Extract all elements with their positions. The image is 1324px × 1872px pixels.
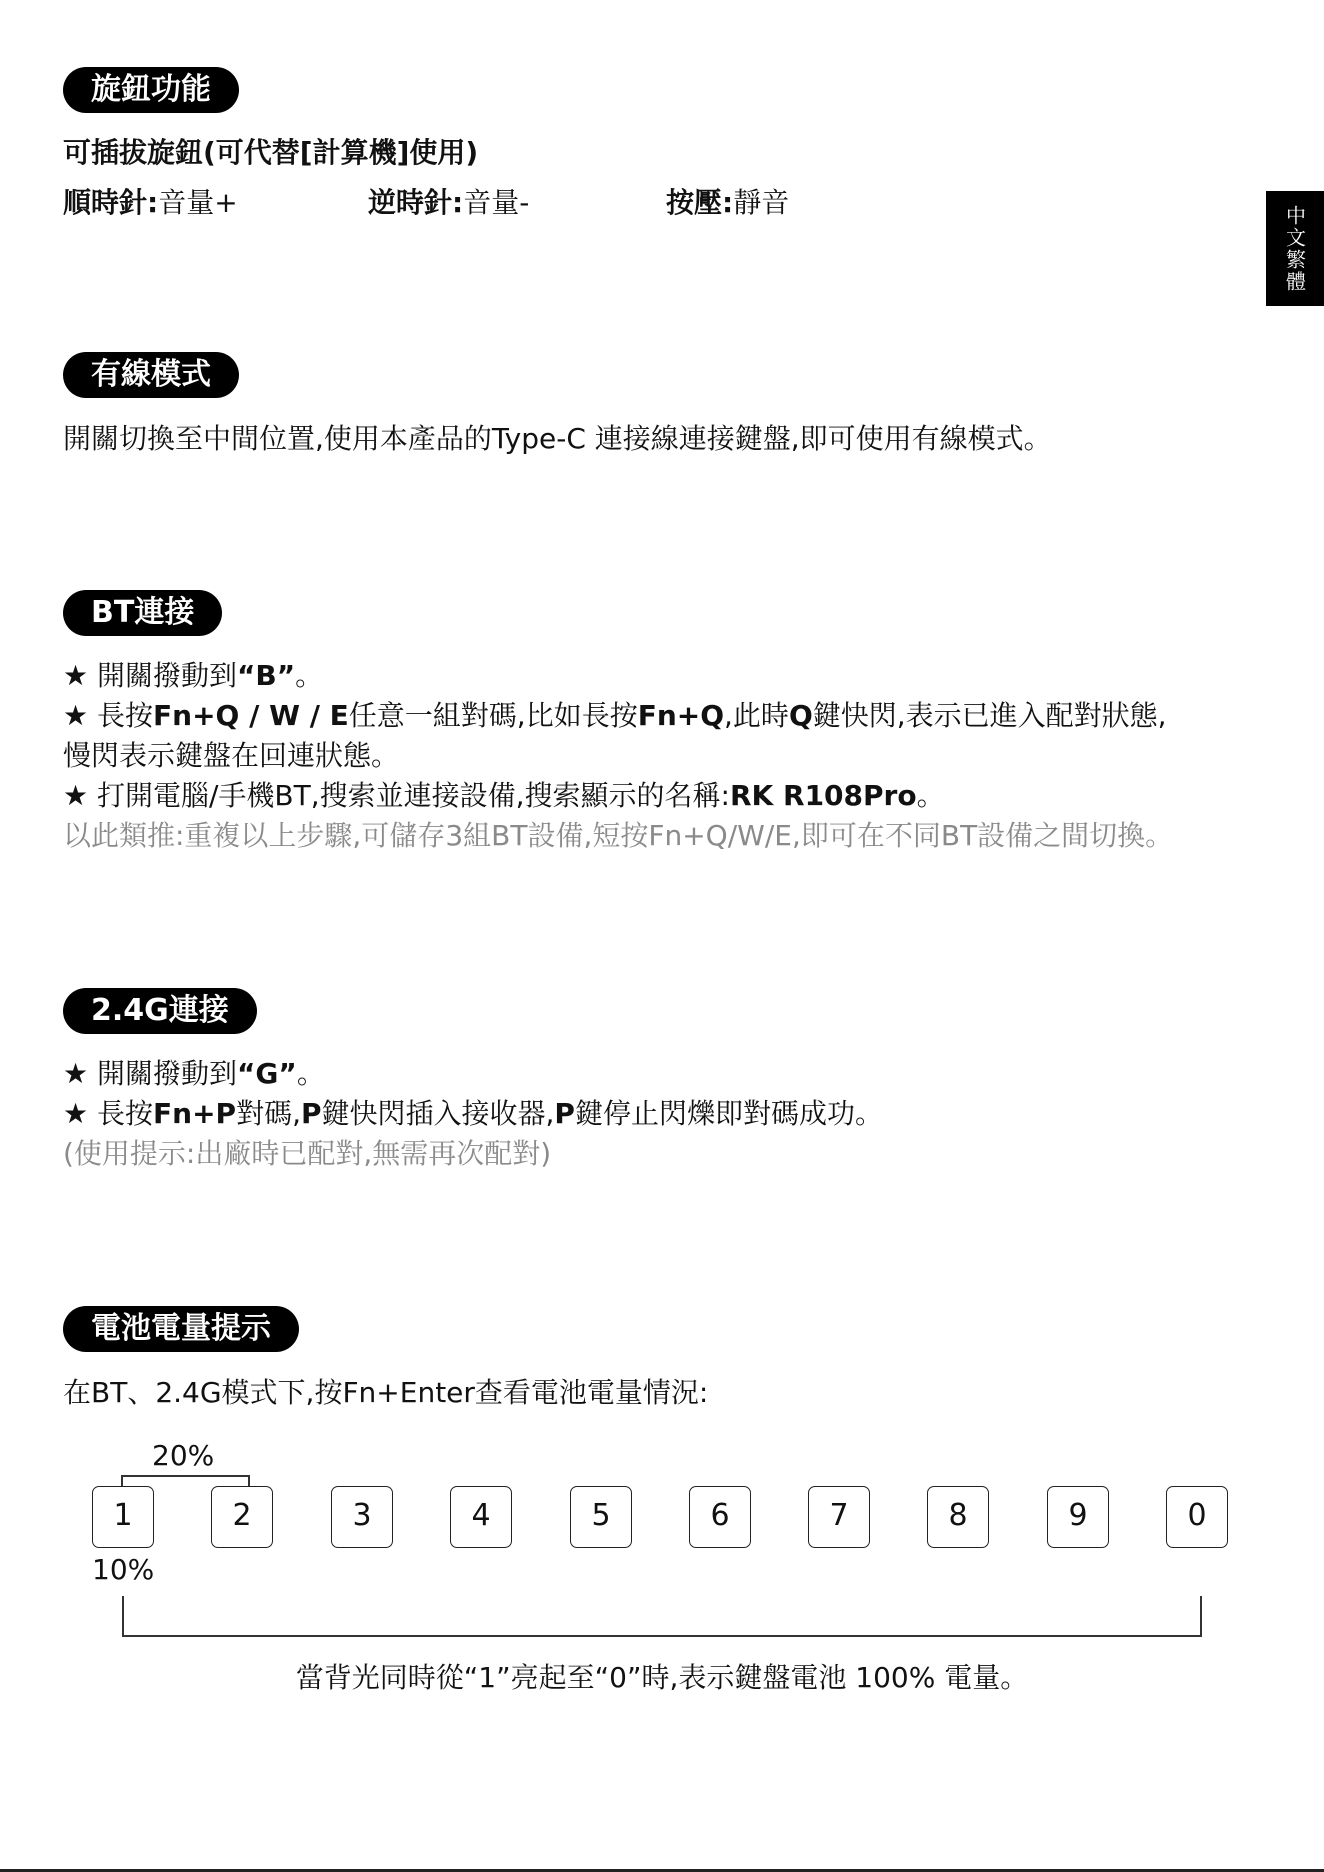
bracket-20-top	[121, 1475, 249, 1477]
knob-counterclockwise-value: 音量-	[463, 186, 530, 219]
key-2: 2	[211, 1486, 273, 1548]
knob-clockwise	[63, 183, 238, 223]
bt-step-1-end: 。	[295, 659, 324, 692]
bt-step-2-key2: Fn+Q	[637, 699, 725, 732]
bt-step-2-key3: Q	[788, 699, 813, 732]
g24-step-2-key2: P	[300, 1097, 322, 1130]
g24-step-1-text: ★ 開關撥動到	[63, 1057, 238, 1090]
g24-step-1-end: 。	[296, 1057, 325, 1090]
knob-press-value: 靜音	[733, 186, 790, 219]
g24-step-2-end: 鍵停止閃爍即對碼成功。	[574, 1097, 883, 1130]
g24-step-2	[63, 1094, 883, 1134]
bt-step-2-continued: 慢閃表示鍵盤在回連狀態。	[63, 739, 400, 772]
section-title-bt: BT連接	[63, 590, 222, 636]
bt-device-name: RK R108Pro	[730, 779, 917, 812]
knob-press	[666, 183, 789, 223]
bt-step-2	[63, 696, 1167, 736]
battery-text: 在BT、2.4G模式下,按Fn+Enter查看電池電量情況:	[63, 1376, 709, 1409]
g24-step-1-key: “G”	[237, 1057, 297, 1090]
battery-20-label: 20%	[152, 1439, 215, 1472]
g24-step-1	[63, 1054, 325, 1094]
section-title-battery: 電池電量提示	[63, 1306, 299, 1352]
range-bracket-bottom	[122, 1635, 1202, 1637]
bt-step-2-mid2: ,此時	[724, 699, 789, 732]
wired-text: 開關切換至中間位置,使用本產品的Type-C 連接線連接鍵盤,即可使用有線模式。	[63, 422, 1052, 455]
bt-step-2-end: 鍵快閃,表示已進入配對狀態,	[812, 699, 1167, 732]
bt-step-3-text: ★ 打開電腦/手機BT,搜索並連接設備,搜索顯示的名稱:	[63, 779, 730, 812]
knob-subtitle: 可插拔旋鈕(可代替[計算機]使用)	[63, 136, 479, 169]
knob-clockwise-value: 音量+	[158, 186, 238, 219]
bt-step-1-text: ★ 開關撥動到	[63, 659, 238, 692]
key-7: 7	[808, 1486, 870, 1548]
section-title-knob: 旋鈕功能	[63, 67, 239, 113]
language-tab-label: 中文繁體	[1282, 204, 1307, 293]
knob-clockwise-label: 順時針:	[63, 186, 159, 219]
key-6: 6	[689, 1486, 751, 1548]
range-bracket-right	[1200, 1596, 1202, 1636]
bt-note: 以此類推:重複以上步驟,可儲存3組BT設備,短按Fn+Q/W/E,即可在不同BT設備之間切換。	[63, 819, 1174, 852]
battery-caption: 當背光同時從“1”亮起至“0”時,表示鍵盤電池 100% 電量。	[295, 1661, 1029, 1694]
bt-step-3	[63, 776, 945, 816]
language-tab	[1266, 191, 1324, 306]
battery-10-label: 10%	[92, 1553, 155, 1586]
bt-step-2-keys: Fn+Q / W / E	[153, 699, 349, 732]
key-5: 5	[570, 1486, 632, 1548]
bt-step-2-mid: 任意一組對碼,比如長按	[348, 699, 638, 732]
knob-counterclockwise	[368, 183, 529, 223]
key-4: 4	[450, 1486, 512, 1548]
bt-step-2-text: ★ 長按	[63, 699, 154, 732]
g24-step-2-text: ★ 長按	[63, 1097, 154, 1130]
key-9: 9	[1047, 1486, 1109, 1548]
g24-step-2-key3: P	[554, 1097, 575, 1130]
g24-step-2-mid: 對碼,	[236, 1097, 301, 1130]
knob-press-label: 按壓:	[666, 186, 734, 219]
bt-step-3-end: 。	[916, 779, 945, 812]
key-8: 8	[927, 1486, 989, 1548]
g24-step-2-mid2: 鍵快閃插入接收器,	[321, 1097, 555, 1130]
bt-step-1-key: “B”	[237, 659, 296, 692]
knob-counterclockwise-label: 逆時針:	[368, 186, 464, 219]
range-bracket-left	[122, 1596, 124, 1636]
key-0: 0	[1166, 1486, 1228, 1548]
section-title-wired: 有線模式	[63, 352, 239, 398]
section-title-24g: 2.4G連接	[63, 988, 257, 1034]
key-1: 1	[92, 1486, 154, 1548]
bt-step-1	[63, 656, 323, 696]
g24-note: (使用提示:出廠時已配對,無需再次配對)	[63, 1137, 552, 1170]
key-3: 3	[331, 1486, 393, 1548]
g24-step-2-key: Fn+P	[153, 1097, 237, 1130]
